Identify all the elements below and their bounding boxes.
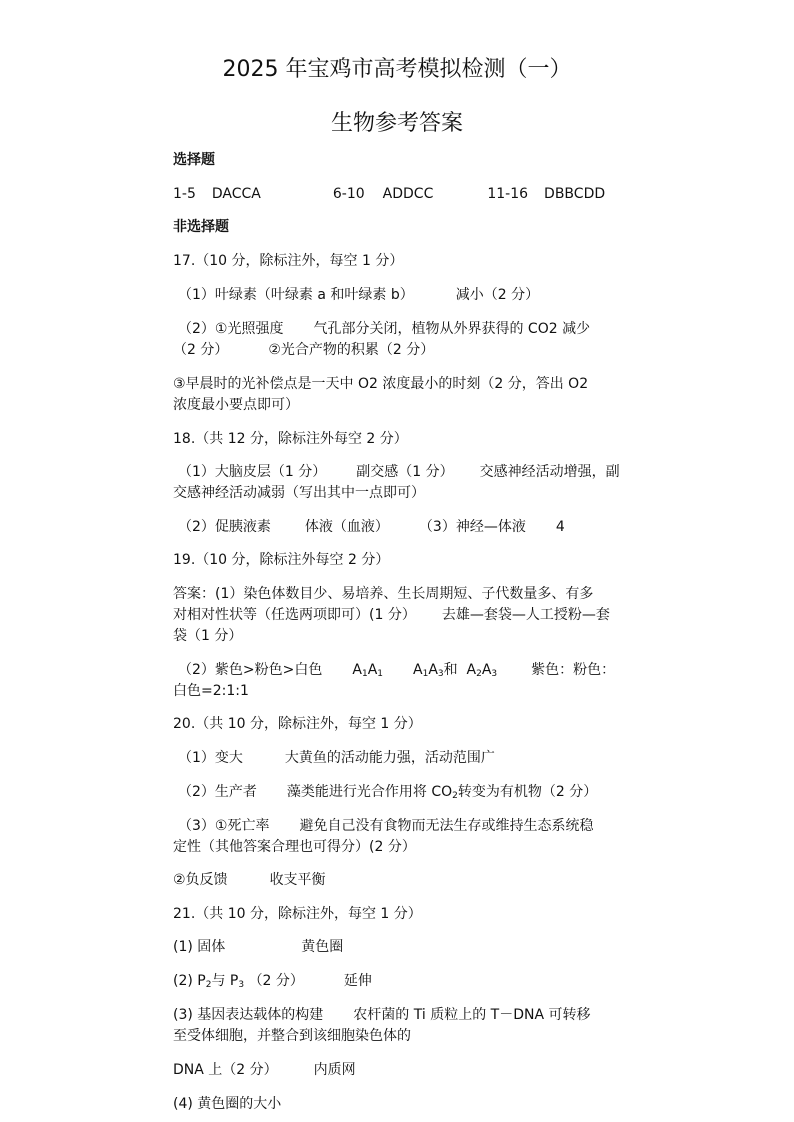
q20-part1-answer-b: 大黄鱼的活动能力强，活动范围广 [284,750,495,766]
q21-part3-answer-d: 内质网 [313,1062,356,1078]
q20-part2-answer-b: 藻类能进行光合作用将 $CO_2$转变为有机物（2 分） [286,784,598,801]
q17-part1-answer-a: （1）叶绿素（叶绿素 a 和叶绿素 b） [178,287,414,303]
q21-part2-answer-a: (2) $P_2$与 $P_3$ [173,973,245,990]
q19-genotype-a2a3: $A_2A_3$ [466,662,498,679]
q20-part3-line2: 定性（其他答案合理也可得分）(2 分） [173,839,416,855]
q19-part1-line2 [173,605,623,625]
q19-heading: 19.（10 分，除标注外每空 2 分） [173,552,390,568]
q21-part3-answer-a: (3) 基因表达载体的构建 [173,1007,324,1023]
q18-heading: 18.（共 12 分，除标注外每空 2 分） [173,431,408,447]
q19-part1-line1: 答案：(1）染色体数目少、易培养、生长周期短、子代数量多、有多 [173,586,594,602]
q17-part2-answer-b: 气孔部分关闭，植物从外界获得的 CO2 减少 [313,321,591,337]
q20-part2 [173,782,628,802]
q19-part2-line1: （2）紫色>粉色>白色 $A_1A_1$ $A_1A_3$和 $A_2A_3$ 紫色：粉色： [178,662,616,679]
q21-part2-score: （2 分） [248,973,304,989]
q21-part3-answer-c: DNA 上（2 分） [173,1062,278,1078]
nonchoice-heading: 非选择题 [173,219,229,235]
q18-part1-answer-c: 交感神经活动增强，副 [479,464,620,480]
q20-part4-answer-b: 收支平衡 [269,872,326,888]
q19-part1-line3: 袋（1 分） [173,628,243,644]
q20-part3-answer-a: （3）①死亡率 [178,818,270,834]
q20-part4-answer-a: ②负反馈 [173,872,228,888]
q20-part3-line1 [173,816,628,836]
q17-part1-answer-b: 减小（2 分） [455,287,540,303]
q18-part1-answer-a: （1）大脑皮层（1 分） [178,464,327,480]
choice-range-3: 11-16 [487,186,529,202]
choice-heading: 选择题 [173,152,215,168]
q18-part2 [173,517,628,537]
q18-part3-answer-b: 4 [555,519,565,535]
choice-range-1: 1-5 [173,186,196,202]
q18-part3-answer-a: （3）神经—体液 [418,519,526,535]
choice-answer-2: ADDCC [382,186,434,202]
q21-part1-answer-b: 黄色圈 [301,939,344,955]
choice-answer-3: DBBCDD [544,186,606,202]
q17-part2-line2 [173,340,623,360]
page-title: 2025 年宝鸡市高考模拟检测（一） [222,57,572,82]
q17-part2-answer-a: （2）①光照强度 [178,321,284,337]
q17-part1 [173,285,628,305]
q18-part1-line2: 交感神经活动减弱（写出其中一点即可） [173,485,425,501]
q21-part1-answer-a: (1) 固体 [173,939,226,955]
q19-ratio-part1: 紫色：粉色： [531,662,616,678]
q21-part2 [173,971,623,991]
q21-part3-answer-b: 农杆菌的 Ti 质粒上的 T－DNA 可转移 [353,1007,591,1023]
q18-part1-line1 [173,462,628,482]
q21-part3-line2: 至受体细胞，并整合到该细胞染色体的 [173,1028,411,1044]
q19-genotype-a1a1: $A_1A_1$ [352,662,383,679]
q17-part2-score: （2 分） [173,342,229,358]
q17-part2-line1 [173,319,628,339]
q17-part2-answer-d: ②光合产物的积累（2 分） [268,342,435,358]
q20-part2-answer-a: （2）生产者 [178,784,257,800]
q21-part2-answer-b: 延伸 [343,973,372,989]
q20-part4 [173,870,623,890]
q19-part2-answer-a: （2）紫色>粉色>白色 [178,662,323,678]
q17-heading: 17.（10 分，除标注外，每空 1 分） [173,253,404,269]
q18-part2-answer-a: （2）促胰液素 [178,519,271,535]
choice-answer-1: DACCA [211,186,261,202]
q21-part1 [173,937,623,957]
q21-part4: (4) 黄色圈的大小 [173,1096,282,1112]
q19-part2-line2: 白色=2:1:1 [173,683,249,699]
q19-genotype-a1a3: $A_1A_3$ [413,662,444,679]
q21-part3-line3 [173,1060,623,1080]
choice-answers [173,184,623,204]
q20-part1-answer-a: （1）变大 [178,750,243,766]
page-subtitle: 生物参考答案 [330,111,463,136]
q21-part3-line1 [173,1005,623,1025]
q20-part3-answer-b: 避免自己没有食物而无法生存或维持生态系统稳 [299,818,594,834]
choice-range-2: 6-10 [332,186,365,202]
q19-part1-answer-a: 对相对性状等（任选两项即可）(1 分） [173,607,416,623]
q19-part1-answer-b: 去雄—套袋—人工授粉—套 [441,607,610,623]
q18-part2-answer-b: 体液（血液） [304,519,389,535]
q21-heading: 21.（共 10 分，除标注外，每空 1 分） [173,906,422,922]
q20-heading: 20.（共 10 分，除标注外，每空 1 分） [173,716,422,732]
q18-part1-answer-b: 副交感（1 分） [356,464,454,480]
q20-part1 [173,748,628,768]
q17-part3-line1: ③早晨时的光补偿点是一天中 O2 浓度最小的时刻（2 分，答出 O2 [173,376,589,392]
q17-part3-line2: 浓度最小要点即可） [173,397,299,413]
